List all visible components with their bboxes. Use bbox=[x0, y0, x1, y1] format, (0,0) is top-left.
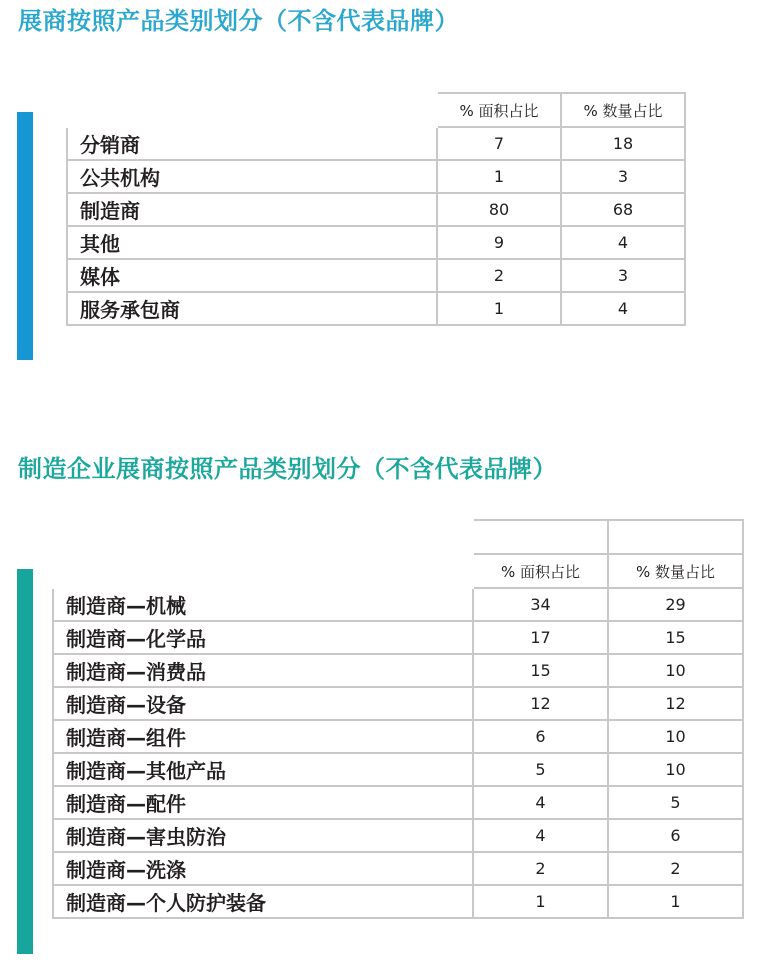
empty-header-cell bbox=[608, 520, 743, 554]
row-label: 制造商—其他产品 bbox=[53, 753, 473, 786]
count-share-cell: 12 bbox=[608, 687, 743, 720]
area-share-cell: 12 bbox=[473, 687, 608, 720]
row-label: 制造商—配件 bbox=[53, 786, 473, 819]
table-empty-header-row bbox=[53, 520, 743, 554]
table-row bbox=[67, 226, 685, 259]
area-share-cell: 80 bbox=[437, 193, 561, 226]
count-share-cell: 5 bbox=[608, 786, 743, 819]
table-row bbox=[53, 852, 743, 885]
count-share-cell: 2 bbox=[608, 852, 743, 885]
row-label: 制造商—设备 bbox=[53, 687, 473, 720]
area-share-cell: 2 bbox=[437, 259, 561, 292]
area-share-cell: 2 bbox=[473, 852, 608, 885]
count-share-cell: 29 bbox=[608, 588, 743, 621]
row-label: 制造商—化学品 bbox=[53, 621, 473, 654]
area-share-cell: 1 bbox=[473, 885, 608, 918]
row-label: 分销商 bbox=[67, 127, 437, 160]
count-share-cell: 1 bbox=[608, 885, 743, 918]
table-row bbox=[67, 193, 685, 226]
empty-header-cell bbox=[473, 520, 608, 554]
column-header-count: % 数量占比 bbox=[561, 93, 685, 127]
table-row bbox=[53, 885, 743, 918]
table-header-row bbox=[67, 93, 685, 127]
header-blank-cell bbox=[53, 520, 473, 554]
row-label: 制造商—洗涤 bbox=[53, 852, 473, 885]
section2-accent-bar bbox=[17, 569, 33, 954]
table-row bbox=[53, 654, 743, 687]
row-label: 制造商 bbox=[67, 193, 437, 226]
section1-title: 展商按照产品类别划分（不含代表品牌） bbox=[18, 7, 459, 35]
header-blank-cell bbox=[67, 93, 437, 127]
area-share-cell: 17 bbox=[473, 621, 608, 654]
column-header-count: % 数量占比 bbox=[608, 554, 743, 588]
area-share-cell: 6 bbox=[473, 720, 608, 753]
count-share-cell: 3 bbox=[561, 259, 685, 292]
area-share-cell: 5 bbox=[473, 753, 608, 786]
area-share-cell: 15 bbox=[473, 654, 608, 687]
table-row bbox=[67, 160, 685, 193]
count-share-cell: 10 bbox=[608, 753, 743, 786]
table-row bbox=[53, 753, 743, 786]
area-share-cell: 9 bbox=[437, 226, 561, 259]
count-share-cell: 3 bbox=[561, 160, 685, 193]
table-header-row bbox=[53, 554, 743, 588]
column-header-area: % 面积占比 bbox=[437, 93, 561, 127]
table-row bbox=[67, 292, 685, 325]
area-share-cell: 34 bbox=[473, 588, 608, 621]
count-share-cell: 68 bbox=[561, 193, 685, 226]
row-label: 制造商—害虫防治 bbox=[53, 819, 473, 852]
count-share-cell: 10 bbox=[608, 654, 743, 687]
manufacturer-category-table bbox=[52, 519, 744, 919]
count-share-cell: 18 bbox=[561, 127, 685, 160]
table-row bbox=[67, 259, 685, 292]
table-row bbox=[53, 621, 743, 654]
header-blank-cell bbox=[53, 554, 473, 588]
section1-accent-bar bbox=[17, 112, 33, 360]
count-share-cell: 4 bbox=[561, 226, 685, 259]
exhibitor-category-table bbox=[66, 92, 686, 326]
row-label: 制造商—机械 bbox=[53, 588, 473, 621]
table-row bbox=[53, 588, 743, 621]
table-row bbox=[53, 720, 743, 753]
area-share-cell: 1 bbox=[437, 292, 561, 325]
table-row bbox=[53, 819, 743, 852]
area-share-cell: 4 bbox=[473, 819, 608, 852]
row-label: 制造商—组件 bbox=[53, 720, 473, 753]
area-share-cell: 1 bbox=[437, 160, 561, 193]
row-label: 其他 bbox=[67, 226, 437, 259]
table-row bbox=[53, 786, 743, 819]
area-share-cell: 7 bbox=[437, 127, 561, 160]
area-share-cell: 4 bbox=[473, 786, 608, 819]
section2-title: 制造企业展商按照产品类别划分（不含代表品牌） bbox=[18, 455, 557, 483]
count-share-cell: 10 bbox=[608, 720, 743, 753]
row-label: 公共机构 bbox=[67, 160, 437, 193]
row-label: 制造商—个人防护装备 bbox=[53, 885, 473, 918]
count-share-cell: 4 bbox=[561, 292, 685, 325]
table-row bbox=[53, 687, 743, 720]
column-header-area: % 面积占比 bbox=[473, 554, 608, 588]
row-label: 制造商—消费品 bbox=[53, 654, 473, 687]
row-label: 服务承包商 bbox=[67, 292, 437, 325]
table-row bbox=[67, 127, 685, 160]
count-share-cell: 6 bbox=[608, 819, 743, 852]
row-label: 媒体 bbox=[67, 259, 437, 292]
count-share-cell: 15 bbox=[608, 621, 743, 654]
